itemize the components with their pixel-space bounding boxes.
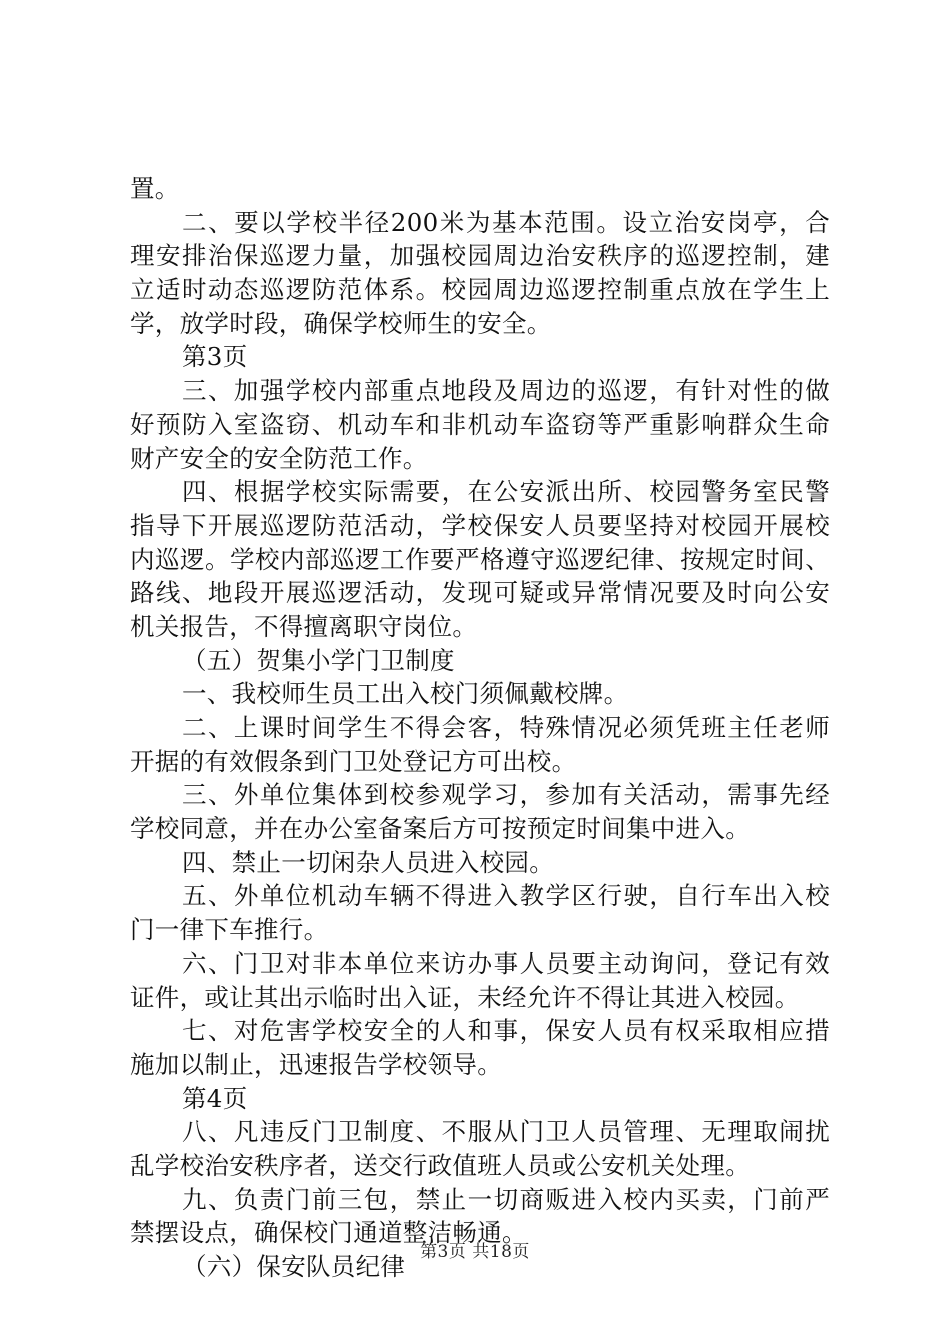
- text-line: 五、外单位机动车辆不得进入教学区行驶，自行车出入校: [182, 881, 830, 911]
- text-line: 开据的有效假条到门卫处登记方可出校。: [130, 746, 577, 776]
- text-line: 九、负责门前三包，禁止一切商贩进入校内买卖，门前严: [182, 1184, 830, 1214]
- text-line: 二、要以学校半径200米为基本范围。设立治安岗亭，合: [182, 207, 830, 237]
- text-line: 三、加强学校内部重点地段及周边的巡逻，有针对性的做: [182, 376, 830, 406]
- text-line: 学校同意，并在办公室备案后方可按预定时间集中进入。: [130, 814, 750, 844]
- text-line: 施加以制止，迅速报告学校领导。: [130, 1049, 502, 1079]
- text-line: 内巡逻。学校内部巡逻工作要严格遵守巡逻纪律、按规定时间、: [130, 544, 830, 574]
- text-line: 禁摆设点，确保校门通道整洁畅通。: [130, 1218, 527, 1248]
- text-line: 七、对危害学校安全的人和事，保安人员有权采取相应措: [182, 1016, 830, 1046]
- text-line: 二、上课时间学生不得会客，特殊情况必须凭班主任老师: [182, 713, 830, 742]
- text-line: 立适时动态巡逻防范体系。校园周边巡逻控制重点放在学生上: [130, 275, 830, 305]
- text-line: 八、凡违反门卫制度、不服从门卫人员管理、无理取闹扰: [182, 1117, 830, 1147]
- page-footer: 第3页 共18页: [420, 1242, 530, 1262]
- text-line: 机关报告，不得擅离职守岗位。: [130, 611, 478, 641]
- text-line: 路线、地段开展巡逻活动，发现可疑或异常情况要及时向公安: [130, 578, 830, 608]
- text-line: 乱学校治安秩序者，送交行政值班人员或公安机关处理。: [130, 1150, 750, 1180]
- text-line: 指导下开展巡逻防范活动，学校保安人员要坚持对校园开展校: [130, 510, 830, 540]
- text-line: 四、禁止一切闲杂人员进入校园。: [182, 847, 554, 877]
- text-line: 六、门卫对非本单位来访办事人员要主动询问，登记有效: [182, 948, 830, 978]
- text-line: 财产安全的安全防范工作。: [130, 443, 428, 473]
- text-line: 学，放学时段，确保学校师生的安全。: [130, 308, 552, 338]
- text-line: 好预防入室盗窃、机动车和非机动车盗窃等严重影响群众生命: [130, 409, 830, 439]
- text-line: 三、外单位集体到校参观学习，参加有关活动，需事先经: [182, 780, 830, 810]
- text-line: （五）贺集小学门卫制度: [182, 645, 455, 675]
- text-line: 证件，或让其出示临时出入证，未经允许不得让其进入校园。: [130, 982, 800, 1012]
- text-line: 第4页: [182, 1083, 248, 1113]
- text-line: 四、根据学校实际需要，在公安派出所、校园警务室民警: [182, 477, 830, 507]
- text-line: 理安排治保巡逻力量，加强校园周边治安秩序的巡逻控制，建: [130, 241, 830, 271]
- document-body: [130, 172, 830, 1284]
- text-line: 一、我校师生员工出入校门须佩戴校牌。: [182, 679, 629, 709]
- text-line: 门一律下车推行。: [130, 915, 329, 945]
- text-line: 置。: [130, 174, 180, 203]
- text-line: 第3页: [182, 342, 248, 372]
- text-line: （六）保安队员纪律: [182, 1252, 406, 1281]
